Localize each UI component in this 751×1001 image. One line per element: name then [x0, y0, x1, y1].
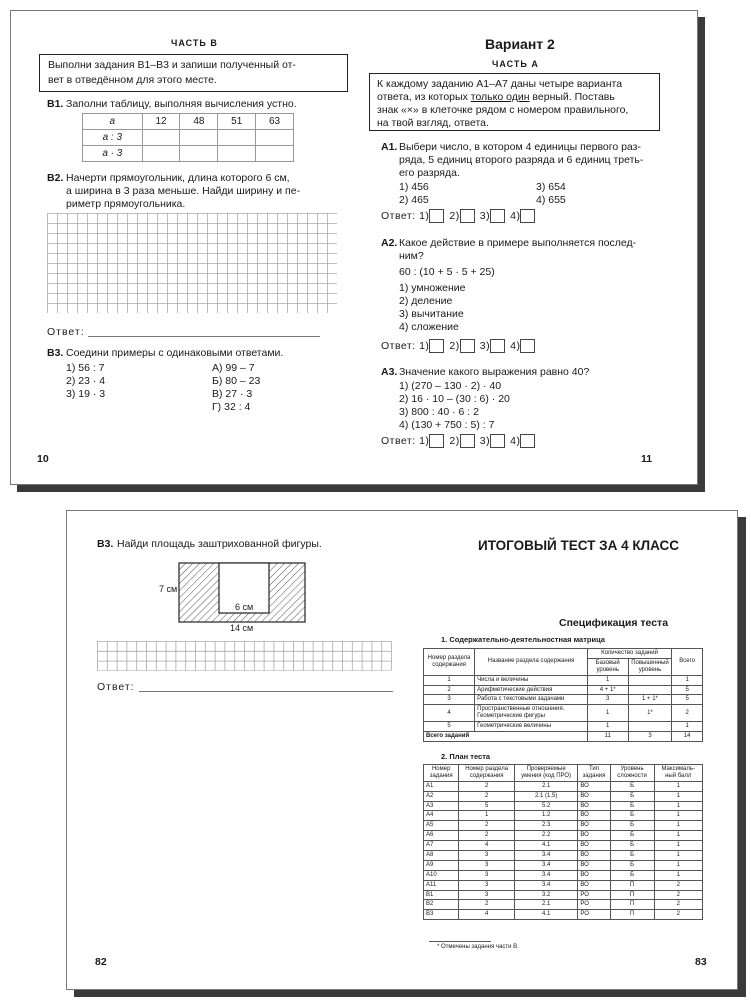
plan-cell: А7 [424, 841, 459, 851]
plan-cell: 3 [459, 860, 514, 870]
table-header-cell: 51 [218, 114, 256, 130]
plan-cell: 3 [459, 890, 514, 900]
a1-option: 1) 456 [399, 181, 429, 193]
matrix-cell: 2 [672, 705, 703, 722]
plan-row [424, 860, 703, 870]
a2-option: 1) умножение [399, 282, 466, 294]
plan-cell: 1 [459, 811, 514, 821]
plan-cell: П [610, 890, 654, 900]
plan-header: Номер задания [424, 765, 459, 782]
answer-checkbox[interactable] [490, 434, 505, 448]
dim-height-label: 7 см [159, 584, 178, 594]
matrix-header: Повышенный уровень [628, 658, 672, 675]
b3-right-item: А) 99 – 7 [212, 362, 255, 374]
a1-answer-row [381, 209, 540, 223]
plan-cell: А10 [424, 870, 459, 880]
page-number: 10 [37, 453, 49, 465]
dim-width-label: 14 см [230, 623, 254, 633]
matrix-cell [628, 685, 672, 695]
table-empty-cell[interactable] [180, 130, 218, 146]
answer-choice-label: 2) [449, 209, 460, 222]
plan-cell: 3.4 [514, 880, 577, 890]
plan-cell: 2 [459, 900, 514, 910]
plan-cell: 1 [654, 801, 702, 811]
b3-text: Найди площадь заштрихованной фигуры. [117, 538, 322, 550]
part-a-header: ЧАСТЬ А [492, 59, 539, 69]
matrix-cell: 4 + 1* [587, 685, 628, 695]
plan-cell: ВО [578, 831, 610, 841]
answer-choice-label: 4) [510, 209, 521, 222]
answer-label: Ответ: [97, 681, 135, 693]
plan-cell: 1.2 [514, 811, 577, 821]
plan-cell: 3 [459, 870, 514, 880]
answer-checkbox[interactable] [460, 339, 475, 353]
answer-checkbox[interactable] [429, 339, 444, 353]
content-matrix-table [423, 648, 703, 742]
plan-cell: В3 [424, 910, 459, 920]
matrix-row [424, 722, 703, 732]
answer-checkbox[interactable] [460, 434, 475, 448]
plan-cell: Б [610, 791, 654, 801]
table-row-label: a : 3 [83, 130, 143, 146]
page-number: 83 [695, 956, 707, 968]
table-empty-cell[interactable] [218, 146, 256, 162]
plan-cell: Б [610, 811, 654, 821]
plan-cell: П [610, 910, 654, 920]
plan-header: Максималь-ный балл [654, 765, 702, 782]
plan-cell: 2 [459, 821, 514, 831]
matrix-header: Название раздела содержания [475, 649, 588, 676]
section2-title: 2. План теста [441, 752, 491, 761]
table-header-cell: a [83, 114, 143, 130]
plan-cell: Б [610, 781, 654, 791]
plan-cell: 4 [459, 910, 514, 920]
matrix-cell: Геометрические величины [475, 722, 588, 732]
plan-row [424, 870, 703, 880]
b1-table [82, 113, 294, 162]
plan-cell: 1 [654, 811, 702, 821]
plan-cell: 5.2 [514, 801, 577, 811]
b3-label: В3. [47, 347, 64, 359]
answer-choice-label: 3) [479, 434, 491, 447]
plan-row [424, 801, 703, 811]
table-empty-cell[interactable] [256, 146, 294, 162]
plan-cell: 2 [654, 900, 702, 910]
matrix-cell: 1* [628, 705, 672, 722]
plan-cell: 2 [654, 880, 702, 890]
matrix-cell: 1 + 1* [628, 695, 672, 705]
b1-text: Заполни таблицу, выполняя вычисления устно. [66, 98, 297, 110]
b2-text: риметр прямоугольника. [66, 198, 186, 210]
matrix-cell: 4 [424, 705, 475, 722]
plan-cell: П [610, 900, 654, 910]
b2-drawing-grid[interactable] [47, 213, 337, 313]
plan-cell: 2 [459, 781, 514, 791]
plan-cell: 2.3 [514, 821, 577, 831]
plan-cell: А1 [424, 781, 459, 791]
plan-cell: А4 [424, 811, 459, 821]
answer-checkbox[interactable] [520, 209, 535, 223]
b2-text: Начерти прямоугольник, длина которого 6 см, [66, 172, 290, 184]
a3-label: А3. [381, 366, 398, 378]
table-empty-cell[interactable] [142, 130, 180, 146]
a3-option: 2) 16 · 10 – (30 : 6) · 20 [399, 393, 510, 405]
plan-cell: 2.1 (1.5) [514, 791, 577, 801]
plan-cell: 5 [459, 801, 514, 811]
matrix-header: Количество заданий [587, 649, 672, 659]
plan-cell: А2 [424, 791, 459, 801]
plan-cell: 3.4 [514, 860, 577, 870]
plan-cell: Б [610, 831, 654, 841]
table-empty-cell[interactable] [180, 146, 218, 162]
plan-cell: В1 [424, 890, 459, 900]
plan-cell: ВО [578, 781, 610, 791]
plan-cell: А11 [424, 880, 459, 890]
answer-label: Ответ: [47, 326, 85, 338]
plan-header: Тип задания [578, 765, 610, 782]
plan-row [424, 880, 703, 890]
a2-option: 2) деление [399, 295, 453, 307]
matrix-cell: 5 [424, 722, 475, 732]
plan-cell: 1 [654, 791, 702, 801]
matrix-cell: 1 [587, 675, 628, 685]
plan-cell: 2.2 [514, 831, 577, 841]
a3-option: 1) (270 – 130 · 2) · 40 [399, 380, 502, 392]
answer-checkbox[interactable] [520, 339, 535, 353]
a2-answer-row [381, 339, 540, 353]
matrix-cell: 5 [672, 695, 703, 705]
a3-text: Значение какого выражения равно 40? [399, 366, 590, 378]
answer-label: Ответ: [381, 209, 416, 222]
plan-header: Уровень сложности [610, 765, 654, 782]
matrix-cell [628, 722, 672, 732]
answer-choice-label: 4) [510, 434, 521, 447]
page-number: 11 [641, 453, 653, 465]
plan-cell: 1 [654, 821, 702, 831]
matrix-cell: Арифметические действия [475, 685, 588, 695]
a1-label: А1. [381, 141, 398, 153]
b3-right-item: Г) 32 : 4 [212, 401, 251, 413]
part-b-header: ЧАСТЬ В [171, 38, 218, 48]
plan-cell: ВО [578, 821, 610, 831]
instruction-text: Выполни задания В1–В3 и запиши полученный от- [48, 59, 296, 71]
b3-text: Соедини примеры с одинаковыми ответами. [66, 347, 284, 359]
matrix-cell: 1 [672, 722, 703, 732]
a1-text: его разряда. [399, 167, 460, 179]
plan-row [424, 781, 703, 791]
b3-left-item: 2) 23 · 4 [66, 375, 106, 387]
answer-choice-label: 1) [419, 209, 430, 222]
plan-cell: 4.1 [514, 910, 577, 920]
plan-cell: 3.2 [514, 890, 577, 900]
answer-checkbox[interactable] [490, 339, 505, 353]
a2-label: А2. [381, 237, 398, 249]
b3-label: В3. [97, 538, 114, 550]
plan-cell: Б [610, 801, 654, 811]
instruction-text: вет в отведённом для этого месте. [48, 74, 217, 86]
plan-cell: 1 [654, 841, 702, 851]
plan-cell: ВО [578, 860, 610, 870]
part-a-instruction-box [369, 73, 660, 131]
a1-text: Выбери число, в котором 4 единицы первого раз- [399, 141, 641, 153]
plan-cell: ВО [578, 851, 610, 861]
a3-answer-row [381, 434, 540, 448]
matrix-row [424, 705, 703, 722]
matrix-cell: 2 [424, 685, 475, 695]
plan-cell: ВО [578, 801, 610, 811]
plan-cell: ВО [578, 870, 610, 880]
plan-row [424, 910, 703, 920]
plan-cell: 1 [654, 860, 702, 870]
underlined-phrase: только один [470, 91, 530, 103]
variant-title: Вариант 2 [485, 36, 555, 52]
matrix-header: Базовый уровень [587, 658, 628, 675]
matrix-row [424, 675, 703, 685]
matrix-cell: 3 [424, 695, 475, 705]
top-spread [10, 10, 698, 485]
a2-option: 3) вычитание [399, 308, 464, 320]
instruction-text: К каждому заданию А1–А7 даны четыре варианта [377, 78, 623, 90]
plan-cell: А9 [424, 860, 459, 870]
plan-cell: 1 [654, 870, 702, 880]
plan-cell: А3 [424, 801, 459, 811]
matrix-cell: 3 [587, 695, 628, 705]
instruction-text: знак «×» в клеточке рядом с номером правильного, [377, 104, 629, 116]
answer-line[interactable] [139, 691, 393, 692]
plan-cell: ВО [578, 811, 610, 821]
plan-row [424, 831, 703, 841]
plan-cell: А6 [424, 831, 459, 841]
answer-choice-label: 1) [419, 434, 430, 447]
plan-cell: 2 [654, 910, 702, 920]
plan-cell: 2.1 [514, 900, 577, 910]
answer-checkbox[interactable] [490, 209, 505, 223]
plan-cell: РО [578, 900, 610, 910]
a2-expression: 60 : (10 + 5 · 5 + 25) [399, 266, 495, 278]
answer-choice-label: 1) [419, 339, 430, 352]
b2-label: В2. [47, 172, 64, 184]
plan-cell: Б [610, 870, 654, 880]
plan-cell: А8 [424, 851, 459, 861]
plan-cell: Б [610, 841, 654, 851]
matrix-header: Всего [672, 649, 703, 676]
a1-text: ряда, 5 единиц второго разряда и 6 единиц треть- [399, 154, 644, 166]
a1-option: 2) 465 [399, 194, 429, 206]
plan-cell: 2 [459, 791, 514, 801]
instruction-text: ответа, из которых только один верный. Поставь [377, 91, 615, 103]
answer-choice-label: 4) [510, 339, 521, 352]
final-test-title: ИТОГОВЫЙ ТЕСТ ЗА 4 КЛАСС [478, 538, 680, 553]
table-empty-cell[interactable] [142, 146, 180, 162]
answer-line[interactable] [88, 336, 320, 337]
plan-cell: 4 [459, 841, 514, 851]
answer-label: Ответ: [381, 434, 416, 447]
footnote: * Отмечены задания части В. [437, 944, 519, 950]
plan-cell: 3 [459, 851, 514, 861]
plan-cell: РО [578, 910, 610, 920]
plan-cell: 2.1 [514, 781, 577, 791]
a2-text: ним? [399, 250, 424, 262]
matrix-cell [628, 675, 672, 685]
plan-cell: Б [610, 851, 654, 861]
plan-cell: 4.1 [514, 841, 577, 851]
matrix-cell: 5 [672, 685, 703, 695]
answer-checkbox[interactable] [429, 209, 444, 223]
matrix-cell: 1 [424, 675, 475, 685]
page-number: 82 [95, 956, 107, 968]
plan-row [424, 900, 703, 910]
matrix-cell: Работа с текстовыми задачами [475, 695, 588, 705]
matrix-total-label: Всего заданий [424, 732, 588, 742]
plan-cell: 3.4 [514, 870, 577, 880]
b1-label: В1. [47, 98, 64, 110]
plan-cell: А5 [424, 821, 459, 831]
matrix-header: Номер раздела содержания [424, 649, 475, 676]
plan-row [424, 851, 703, 861]
spec-title: Спецификация теста [559, 617, 669, 629]
plan-cell: В2 [424, 900, 459, 910]
matrix-cell: Пространственные отношения. Геометрические фигуры [475, 705, 588, 722]
plan-cell: ВО [578, 841, 610, 851]
plan-cell: 2 [459, 831, 514, 841]
table-header-cell: 63 [256, 114, 294, 130]
dim-inner-label: 6 см [235, 602, 254, 612]
b3-right-item: В) 27 · 3 [212, 388, 253, 400]
answer-choice-label: 2) [449, 434, 460, 447]
section1-title: 1. Содержательно-деятельностная матрица [441, 635, 605, 644]
answer-choice-label: 2) [449, 339, 460, 352]
matrix-cell: 1 [587, 722, 628, 732]
a3-option: 4) (130 + 750 : 5) : 7 [399, 419, 495, 431]
matrix-row [424, 695, 703, 705]
b3-left-item: 3) 19 · 3 [66, 388, 106, 400]
table-header-cell: 12 [142, 114, 180, 130]
table-empty-cell[interactable] [218, 130, 256, 146]
table-row-label: a · 3 [83, 146, 143, 162]
plan-header: Номер раздела содержания [459, 765, 514, 782]
b3-left-item: 1) 56 : 7 [66, 362, 105, 374]
plan-row [424, 841, 703, 851]
answer-choice-label: 3) [479, 339, 491, 352]
matrix-row [424, 685, 703, 695]
matrix-total-cell: 14 [672, 732, 703, 742]
part-b-instruction-box [39, 54, 348, 92]
plan-cell: Б [610, 860, 654, 870]
a2-option: 4) сложение [399, 321, 459, 333]
plan-row [424, 811, 703, 821]
answer-grid[interactable] [97, 641, 393, 671]
plan-cell: 1 [654, 781, 702, 791]
plan-cell: 1 [654, 831, 702, 841]
a2-text: Какое действие в примере выполняется послед- [399, 237, 637, 249]
table-header-cell: 48 [180, 114, 218, 130]
answer-checkbox[interactable] [520, 434, 535, 448]
plan-row [424, 890, 703, 900]
bottom-spread [66, 510, 738, 990]
b3-right-item: Б) 80 – 23 [212, 375, 261, 387]
matrix-cell: Числа и величины [475, 675, 588, 685]
plan-cell: 2 [654, 890, 702, 900]
plan-cell: 3 [459, 880, 514, 890]
answer-label: Ответ: [381, 339, 416, 352]
table-empty-cell[interactable] [256, 130, 294, 146]
plan-header: Проверяемые умения (код ПРО) [514, 765, 577, 782]
answer-checkbox[interactable] [429, 434, 444, 448]
plan-cell: ВО [578, 791, 610, 801]
a3-option: 3) 800 : 40 · 6 : 2 [399, 406, 479, 418]
plan-row [424, 791, 703, 801]
matrix-total-cell: 3 [628, 732, 672, 742]
matrix-cell: 1 [672, 675, 703, 685]
a1-option: 3) 654 [536, 181, 566, 193]
matrix-cell: 1 [587, 705, 628, 722]
plan-cell: 1 [654, 851, 702, 861]
plan-cell: РО [578, 890, 610, 900]
answer-checkbox[interactable] [460, 209, 475, 223]
b2-text: а ширина в 3 раза меньше. Найди ширину и пе- [66, 185, 301, 197]
plan-row [424, 821, 703, 831]
a1-option: 4) 655 [536, 194, 566, 206]
instruction-text: на твой взгляд, ответа. [377, 117, 489, 129]
plan-cell: П [610, 880, 654, 890]
plan-cell: Б [610, 821, 654, 831]
matrix-total-cell: 11 [587, 732, 628, 742]
plan-cell: ВО [578, 880, 610, 890]
test-plan-table [423, 764, 703, 920]
plan-cell: 3.4 [514, 851, 577, 861]
answer-choice-label: 3) [479, 209, 491, 222]
